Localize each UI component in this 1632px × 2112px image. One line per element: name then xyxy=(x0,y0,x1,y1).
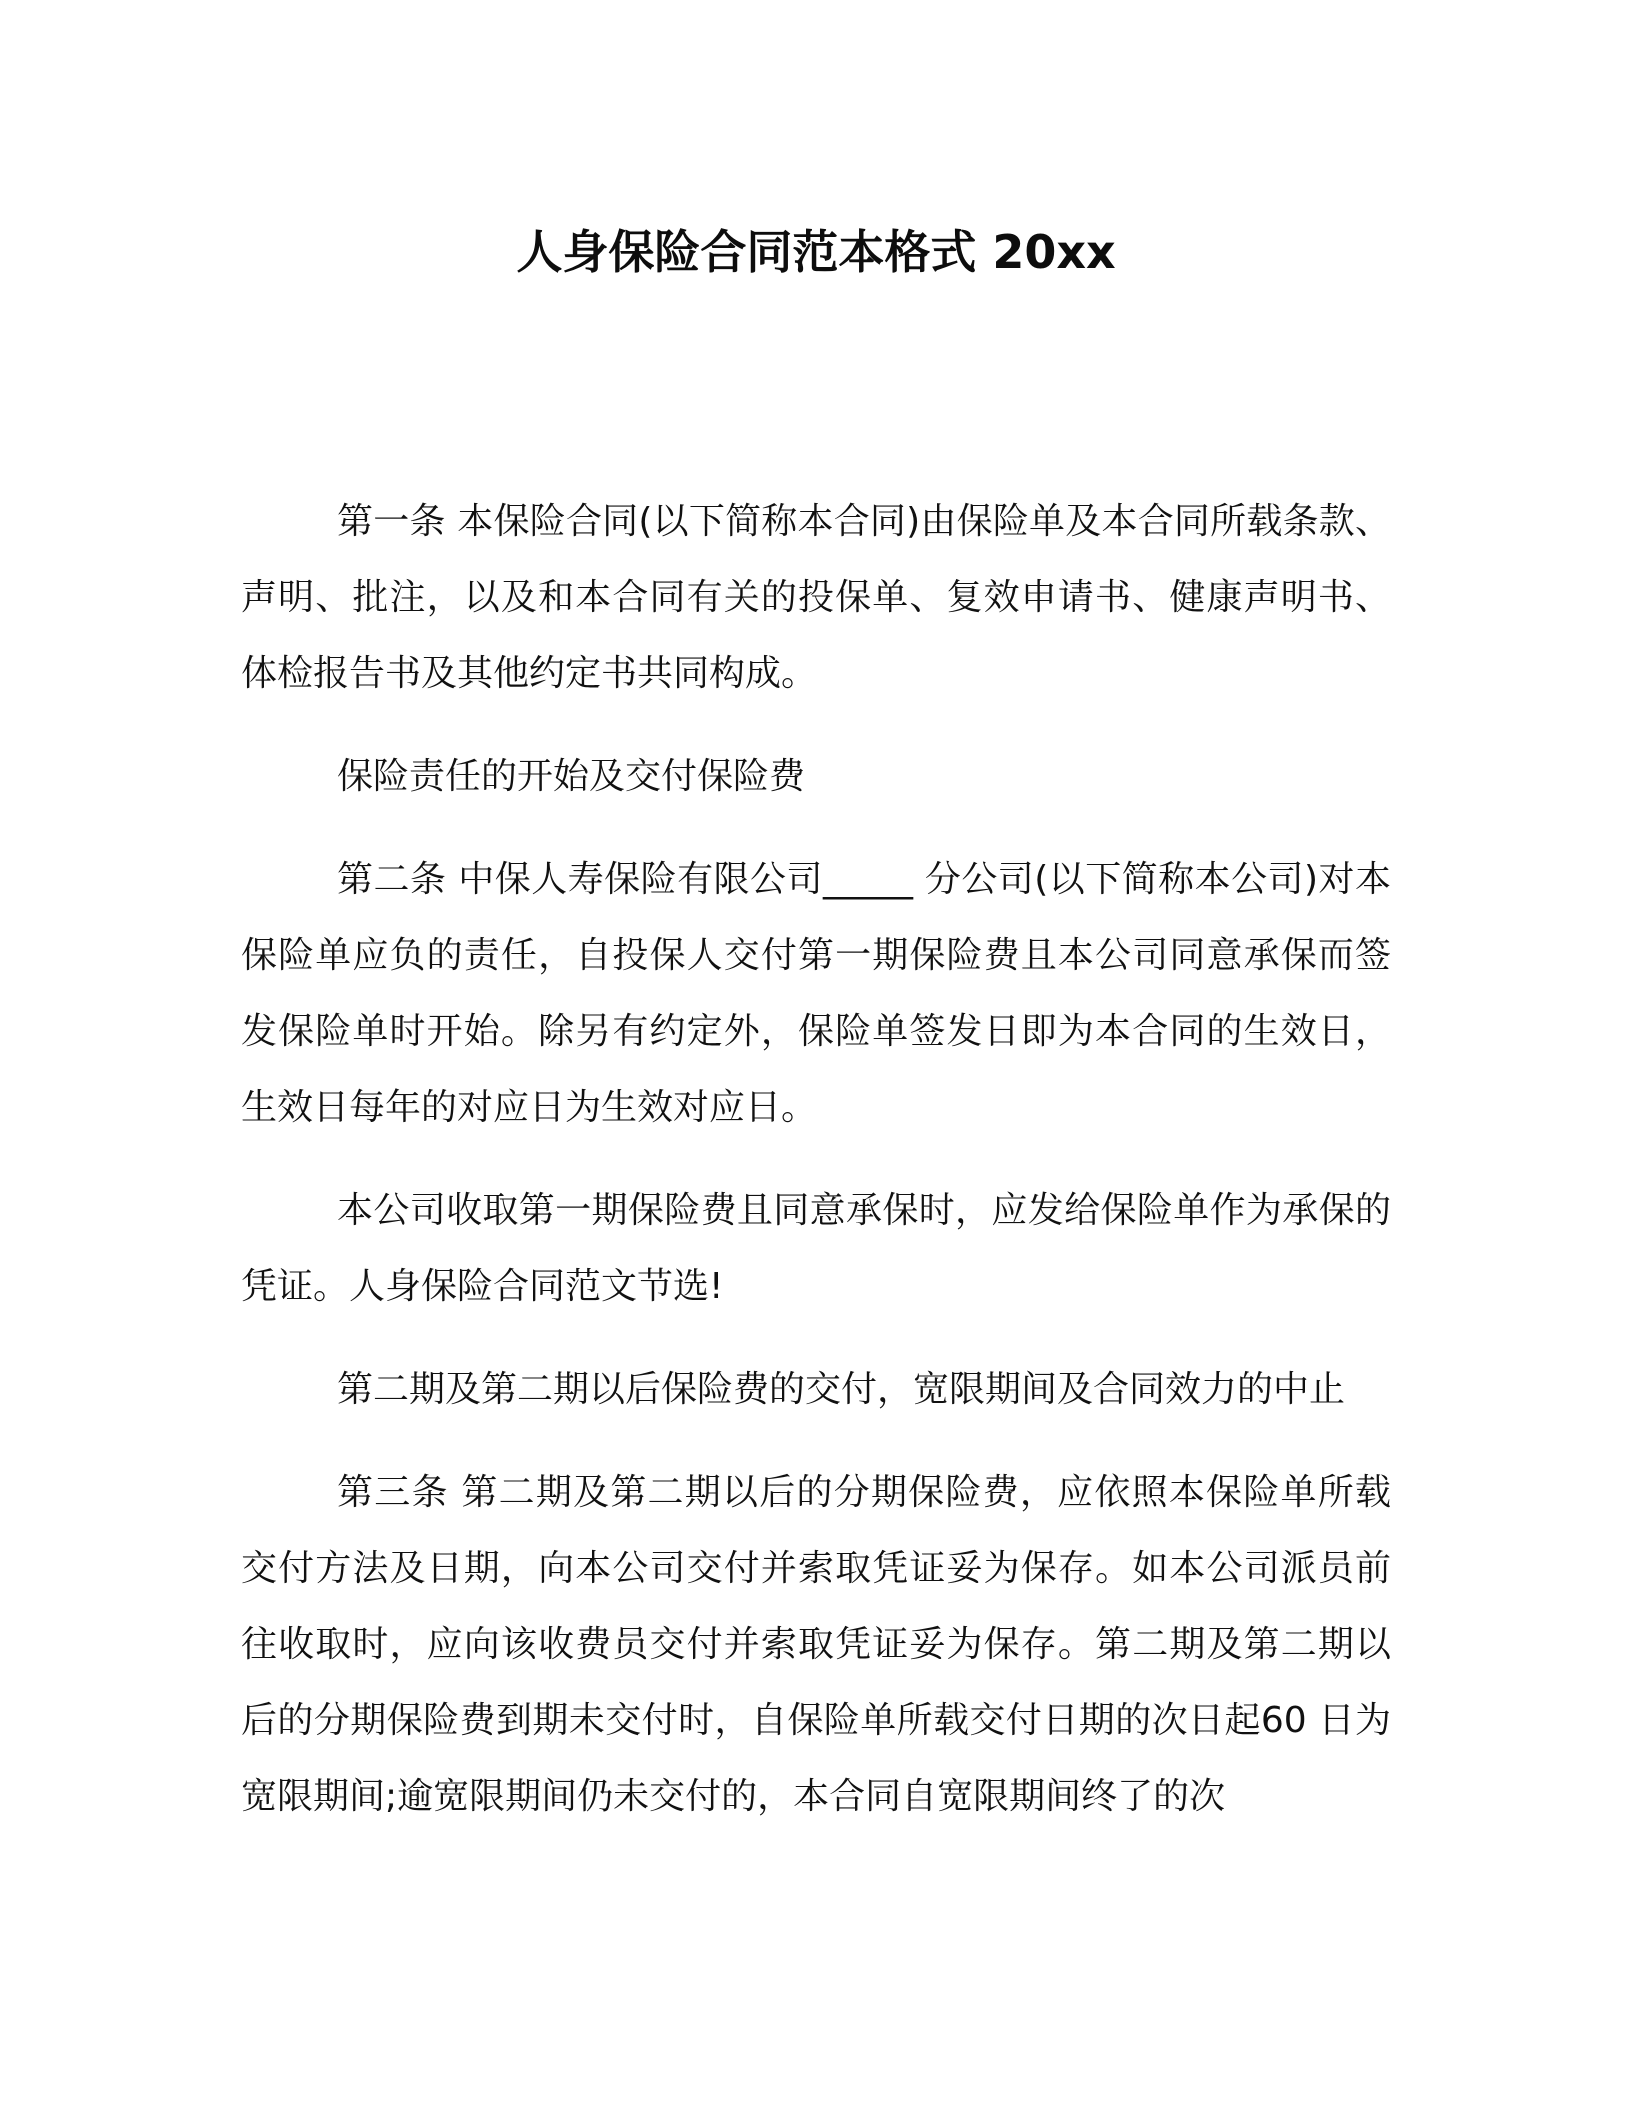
section-heading-insurance-liability: 保险责任的开始及交付保险费 xyxy=(337,756,806,797)
paragraph-first-premium-receipt: 本公司收取第一期保险费且同意承保时，应发给保险单作为承保的凭证。人身保险合同范文节选! xyxy=(241,1190,1391,1307)
document-title: 人身保险合同范本格式 20xx xyxy=(516,225,1116,279)
paragraph-article-2: 第二条 中保人寿保险有限公司_____ 分公司(以下简称本公司)对本保险单应负的责任，自投保人交付第一期保险费且本公司同意承保而签发保险单时开始。除另有约定外，保险单签发日即为本合同的生效日，生效日每年的对应日为生效对应日。 xyxy=(241,859,1391,1128)
paragraph-article-1: 第一条 本保险合同(以下简称本合同)由保险单及本合同所载条款、声明、批注，以及和本合同有关的投保单、复效申请书、健康声明书、体检报告书及其他约定书共同构成。 xyxy=(241,501,1391,694)
document-body xyxy=(241,484,1391,1862)
paragraph-article-3: 第三条 第二期及第二期以后的分期保险费，应依照本保险单所载交付方法及日期，向本公司交付并索取凭证妥为保存。如本公司派员前往收取时，应向该收费员交付并索取凭证妥为保存。第二期及第二期以后的分期保险费到期未交付时，自保险单所载交付日期的次日起60 日为宽限期间;逾宽限期间仍未交付的，本合同自宽限期间终了的次 xyxy=(241,1472,1391,1817)
section-heading-second-premium: 第二期及第二期以后保险费的交付，宽限期间及合同效力的中止 xyxy=(337,1369,1346,1410)
